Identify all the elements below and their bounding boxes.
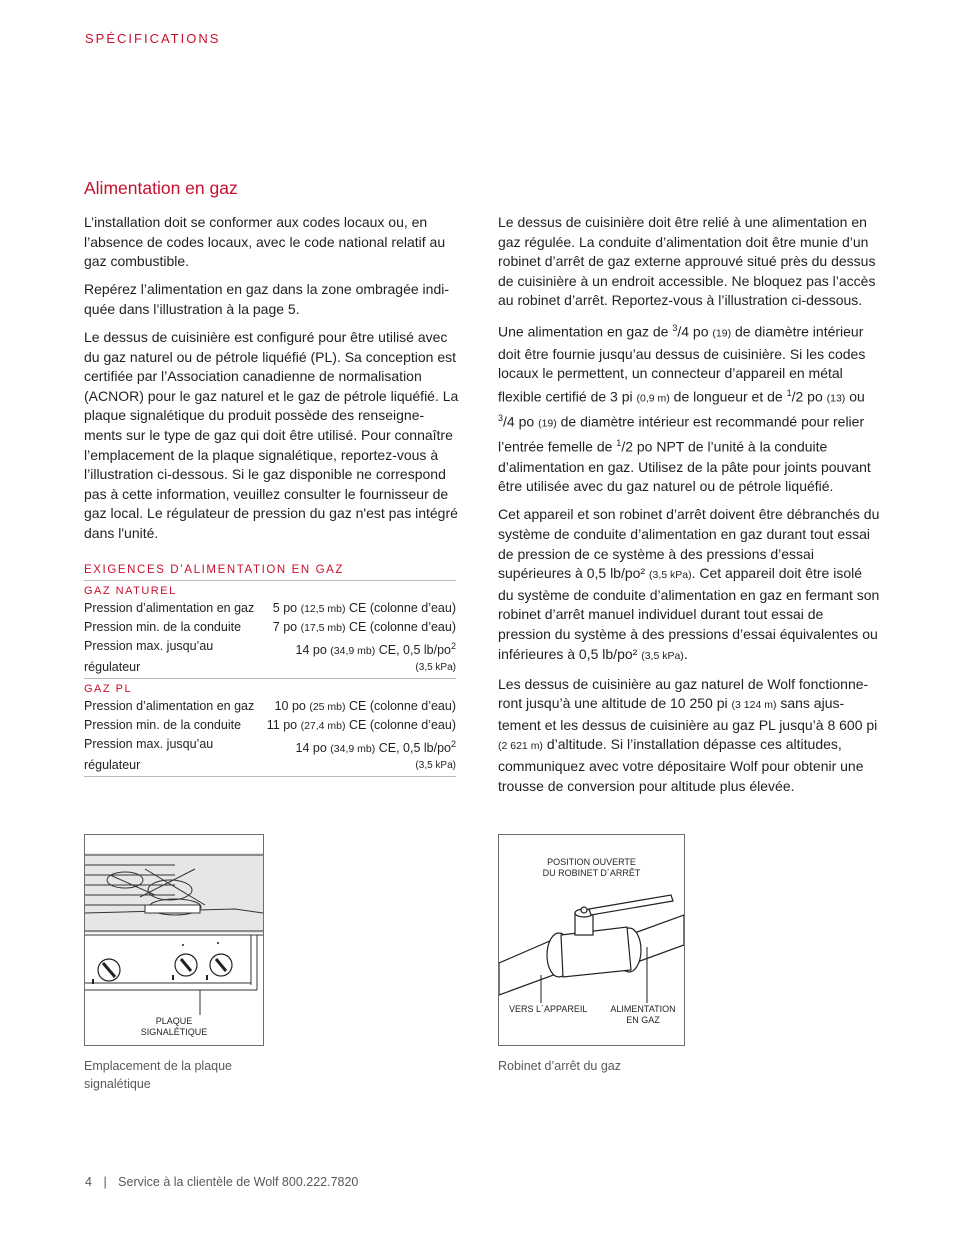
paragraph: Une alimentation en gaz de $^3$/4 po (19) de diamètre intérieur doit être fournie jusqu’au dessus de cuisinière. Si les codes locaux le permettent, un connecteur d’appareil en métal flexible certifié de 3 pi (0,9 m) de longueur et de $^1$/2 po (13) ou $^3$/4 po (19) de diamètre intérieur est recommandé pour relier l’entrée femelle de $^1$/2 po NPT de l’unité à la conduite d’alimentation en gaz. Utilisez de la pâte pour joints pouvant être utilisée avec du gaz naturel ou de pétrole liquéfié. bbox=[498, 323, 871, 495]
row-value: 10 po (25 mb) CE (colonne d’eau) bbox=[274, 699, 456, 714]
table-heading: EXIGENCES D’ALIMENTATION EN GAZ bbox=[84, 564, 456, 581]
unit: (19) bbox=[538, 417, 557, 430]
figure-caption: Robinet d’arrêt du gaz bbox=[498, 1059, 621, 1073]
table-row bbox=[84, 600, 456, 619]
row-value: 5 po (12,5 mb) CE (colonne d’eau) bbox=[272, 601, 456, 615]
figure-label: PLAQUE SIGNALÉTIQUE bbox=[140, 1016, 208, 1037]
footer-text: Service à la clientèle de Wolf 800.222.7820 bbox=[118, 1175, 359, 1189]
unit: (19) bbox=[712, 328, 732, 341]
fraction-num: 1 bbox=[786, 387, 792, 398]
paragraph: L’installation doit se conformer aux codes locaux ou, en l’absence de codes locaux, avec le code national relatif au gaz combustible. bbox=[84, 214, 446, 270]
text: d’altitude. Si l’installation dépasse ces altitudes, communiquez avec votre dépositaire Wolf pour obtenir une trousse de conversion pour altitude plus élevée. bbox=[498, 736, 864, 794]
figure-label: POSITION OUVERTE DU ROBINET D´ARRÊT bbox=[542, 857, 641, 878]
rating-plate-figure bbox=[84, 834, 264, 1046]
row-value: 14 po (34,9 mb) CE, 0,5 $lb/po^2$ bbox=[295, 739, 456, 756]
fraction-den: 2 bbox=[625, 439, 633, 456]
fraction-den: 2 bbox=[795, 388, 804, 405]
fraction-num: 3 bbox=[498, 413, 504, 424]
gas-requirements-table bbox=[84, 564, 456, 777]
text: de diamètre intérieur doit être fournie jusqu’au dessus de cuisinière. Si les codes locaux le permettent, un connecteur d’appareil en métal flexible certifié de 3 pi bbox=[498, 324, 866, 405]
unit: (2 621 m) bbox=[498, 740, 543, 753]
group-label: GAZ PL bbox=[84, 683, 133, 696]
unit: (3,5 kPa) bbox=[648, 569, 692, 582]
row-value: 11 po (27,4 mb) CE (colonne d’eau) bbox=[266, 717, 456, 732]
text: Cet appareil et son robinet d’arrêt doivent être débranchés du système de conduite d’alimentation en gaz durant tout essai de pression de ce système à des pressions d’essai supérieures à 0,5 lb/po² bbox=[498, 506, 880, 582]
figure-caption: Emplacement de la plaque signalétique bbox=[84, 1059, 233, 1091]
row-label: régulateur bbox=[84, 757, 141, 772]
page-footer bbox=[85, 1175, 358, 1189]
text: de longueur et de bbox=[669, 388, 787, 405]
row-label: Pression d’alimentation en gaz bbox=[84, 601, 255, 615]
page-number: 4 bbox=[85, 1175, 92, 1189]
row-label: Pression d’alimentation en gaz bbox=[84, 699, 255, 714]
figure-label: VERS L´APPAREIL bbox=[509, 1004, 588, 1014]
unit: (0,9 m) bbox=[636, 392, 670, 405]
lp-gas-group bbox=[84, 679, 456, 777]
row-value: (3,5 kPa) bbox=[415, 759, 456, 771]
cooktop-illustration bbox=[85, 835, 263, 1045]
row-label: régulateur bbox=[84, 659, 141, 674]
text: de diamètre intérieur est recommandé pour relier l’entrée femelle de bbox=[498, 413, 865, 456]
row-value: 14 po (34,9 mb) CE, 0,5 $lb/po^2$ bbox=[295, 641, 456, 658]
fraction-den: 4 bbox=[681, 324, 690, 341]
group-label: GAZ NATUREL bbox=[84, 585, 177, 597]
section-label: SPÉCIFICATIONS bbox=[85, 31, 221, 46]
text: po NPT de l’unité à la conduite d’alimentation en gaz. Utilisez de la pâte pour joints pouvant être utilisée avec du gaz naturel ou de pétrole liquéfié. bbox=[498, 439, 871, 495]
natural-gas-group bbox=[84, 581, 456, 679]
text: . Cet appareil doit être isolé du système de conduite d’alimentation en gaz en fermant son robinet d’arrêt manuel individuel durant tout essai de pression du système à des pressions d’essai équivalentes ou inférieures à 0,5 lb/po² bbox=[498, 565, 880, 662]
text: po bbox=[803, 388, 827, 405]
row-label: Pression min. de la conduite bbox=[84, 619, 242, 634]
text: po bbox=[689, 324, 713, 341]
row-value: 7 po (17,5 mb) CE (colonne d’eau) bbox=[272, 619, 456, 634]
text: sans ajus- tement et les dessus de cuisinière au gaz PL jusqu’à 8 600 pi bbox=[498, 695, 878, 733]
text: po bbox=[514, 413, 539, 430]
row-label: Pression min. de la conduite bbox=[84, 717, 242, 732]
page-title: Alimentation en gaz bbox=[84, 178, 238, 198]
table-row bbox=[84, 698, 456, 717]
text: Une alimentation en gaz de bbox=[498, 324, 673, 341]
table-row bbox=[84, 660, 456, 676]
text: . bbox=[683, 645, 688, 662]
shutoff-valve-figure bbox=[498, 834, 685, 1046]
unit: (3,5 kPa) bbox=[641, 649, 684, 662]
footer-separator: | bbox=[103, 1175, 107, 1189]
paragraph bbox=[498, 505, 880, 666]
text: Les dessus de cuisinière au gaz naturel de Wolf fonctionne- ront jusqu’à une altitude de 10 250 pi bbox=[498, 675, 869, 712]
fraction-num: 3 bbox=[672, 323, 678, 334]
unit: (13) bbox=[826, 392, 846, 405]
right-column bbox=[498, 213, 880, 805]
paragraph: Repérez l’alimentation en gaz dans la zone ombragée indi- quée dans l’illustration à la page 5. bbox=[84, 281, 449, 317]
unit: (3 124 m) bbox=[731, 699, 777, 712]
row-label: Pression max. jusqu’au bbox=[84, 737, 214, 752]
left-column bbox=[84, 213, 464, 552]
paragraph bbox=[498, 675, 880, 797]
row-label: Pression max. jusqu’au bbox=[84, 639, 214, 653]
table-row bbox=[84, 737, 456, 758]
table-row bbox=[84, 717, 456, 736]
table-row bbox=[84, 758, 456, 774]
paragraph: Le dessus de cuisinière doit être relié à une alimentation en gaz régulée. La conduite d’alimentation doit être munie d’un robinet d’arrêt de gaz externe approuvé situé près du dessus de cuisinière à un endroit accessible. Ne bloquez pas l’accès au robinet d’arrêt. Reportez-vous à l’illustration ci-dessous. bbox=[498, 214, 876, 309]
fraction-num: 1 bbox=[616, 438, 622, 449]
table-row bbox=[84, 639, 456, 660]
fraction-den: 4 bbox=[506, 413, 515, 430]
text: ou bbox=[845, 388, 865, 405]
table-row bbox=[84, 619, 456, 638]
figure-label: ALIMENTATION EN GAZ bbox=[610, 1004, 676, 1025]
row-value: (3,5 kPa) bbox=[415, 661, 456, 673]
paragraph: Le dessus de cuisinière est configuré pour être utilisé avec du gaz naturel ou de pétrole liquéfié (PL). Sa conception est certifiée par l’Association canadienne de normalisation (ACNOR) pour le gaz naturel et le gaz de pétrole liquéfié. La plaque signalétique du produit possède des renseigne- ments sur le type de gaz qui doit être utilisé. Pour connaître l’emplacement de la plaque signalétique, reportez-vous à l’illustration ci-dessous. Si le gaz disponible ne correspond pas à cette information, veuillez consulter le fournisseur de gaz local. Le régulateur de pression du gaz n'est pas intégré dans l'unité. bbox=[84, 328, 459, 541]
